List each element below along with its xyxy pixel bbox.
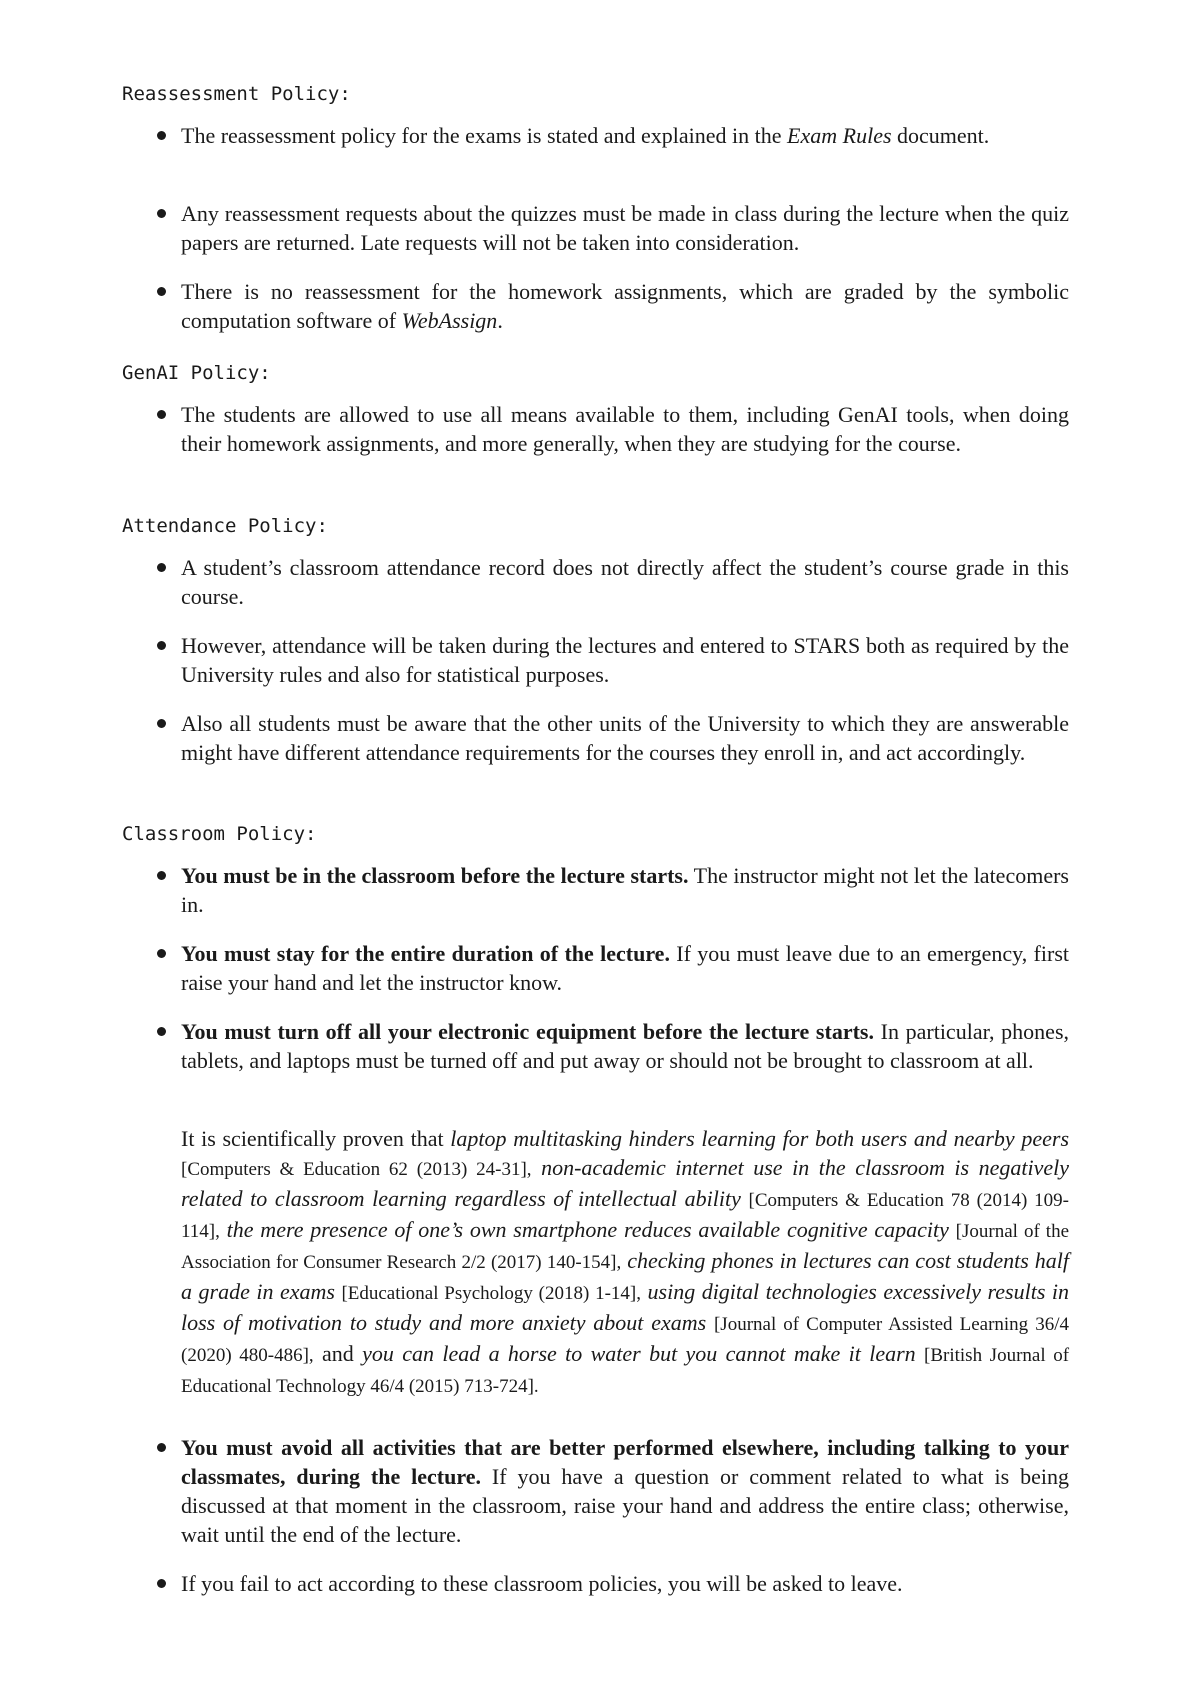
reassessment-item-3: There is no reassessment for the homework assignments, which are graded by the symbolic computation software of WebAssign. xyxy=(181,279,1069,333)
citation: [British Journal of Educational Technology 46/4 (2015) 713-724]. xyxy=(181,1345,1070,1397)
bullet-icon xyxy=(157,1443,166,1452)
attendance-heading: Attendance Policy: xyxy=(122,515,328,537)
attendance-item-2: However, attendance will be taken during the lectures and entered to STARS both as required by the University rules and also for statistical purposes. xyxy=(181,633,1069,687)
classroom-item-3: You must turn off all your electronic equipment before the lecture starts. In particular, phones, tablets, and laptops must be turned off and put away or should not be brought to classroom at all. xyxy=(181,1019,1070,1073)
classroom-item-2: You must stay for the entire duration of the lecture. If you must leave due to an emergency, first raise your hand and let the instructor know. xyxy=(181,941,1069,995)
bullet-icon xyxy=(157,1579,166,1588)
citation: [Educational Psychology (2018) 1-14], xyxy=(341,1283,641,1304)
attendance-item-3: Also all students must be aware that the other units of the University to which they are answerable might have different attendance requirements for the courses they enroll in, and act accordingly. xyxy=(181,711,1069,765)
bullet-icon xyxy=(157,1027,166,1036)
bullet-icon xyxy=(157,410,166,419)
citation: [Journal of the Association for Consumer Research 2/2 (2017) 140-154], xyxy=(181,1221,1070,1273)
bullet-icon xyxy=(157,871,166,880)
citation: [Journal of Computer Assisted Learning 36/4 (2020) 480-486], xyxy=(181,1314,1069,1366)
classroom-item-1: You must be in the classroom before the lecture starts. The instructor might not let the latecomers in. xyxy=(181,863,1069,917)
bullet-icon xyxy=(157,641,166,650)
citation: [Computers & Education 78 (2014) 109-114], xyxy=(181,1190,1070,1242)
attendance-item-1: A student’s classroom attendance record does not directly affect the student’s course grade in this course. xyxy=(181,555,1069,609)
reassessment-item-2: Any reassessment requests about the quizzes must be made in class during the lecture when the quiz papers are returned. Late requests will not be taken into consideration. xyxy=(181,201,1069,255)
classroom-item-5: If you fail to act according to these classroom policies, you will be asked to leave. xyxy=(181,1571,903,1596)
classroom-heading: Classroom Policy: xyxy=(122,823,317,845)
bullet-icon xyxy=(157,287,166,296)
bullet-icon xyxy=(157,209,166,218)
bullet-icon xyxy=(157,719,166,728)
reassessment-item-1: The reassessment policy for the exams is stated and explained in the Exam Rules document. xyxy=(181,123,990,148)
genai-heading: GenAI Policy: xyxy=(122,362,271,384)
genai-item-1: The students are allowed to use all means available to them, including GenAI tools, when doing their homework assignments, and more generally, when they are studying for the course. xyxy=(181,402,1069,456)
bullet-icon xyxy=(157,131,166,140)
scientific-evidence-paragraph: It is scientifically proven that laptop multitasking hinders learning for both users and nearby peers [Computers & Education 62 (2013) 24-31], non-academic internet use in the classroom is negatively related to classroom learning regardless of intellectual ability [Computers & Education 78 (2014) 109-114], the mere presence of one’s own smartphone reduces available cognitive capacity [Journal of the Association for Consumer Research 2/2 (2017) 140-154], checking phones in lectures can cost students half a grade in exams [Educational Psychology (2018) 1-14], using digital technologies excessively results in loss of motivation to study and more anxiety about exams [Journal of Computer Assisted Learning 36/4 (2020) 480-486], and you can lead a horse to water but you cannot make it learn [British Journal of Educational Technology 46/4 (2015) 713-724]. xyxy=(181,1126,1070,1397)
bullet-icon xyxy=(157,563,166,572)
bullet-icon xyxy=(157,949,166,958)
classroom-item-4: You must avoid all activities that are better performed elsewhere, including talking to your classmates, during the lecture. If you have a question or comment related to what is being discussed at that moment in the classroom, raise your hand and address the entire class; otherwise, wait until the end of the lecture. xyxy=(181,1435,1069,1547)
reassessment-heading: Reassessment Policy: xyxy=(122,83,351,105)
citation: [Computers & Education 62 (2013) 24-31], xyxy=(181,1159,532,1180)
